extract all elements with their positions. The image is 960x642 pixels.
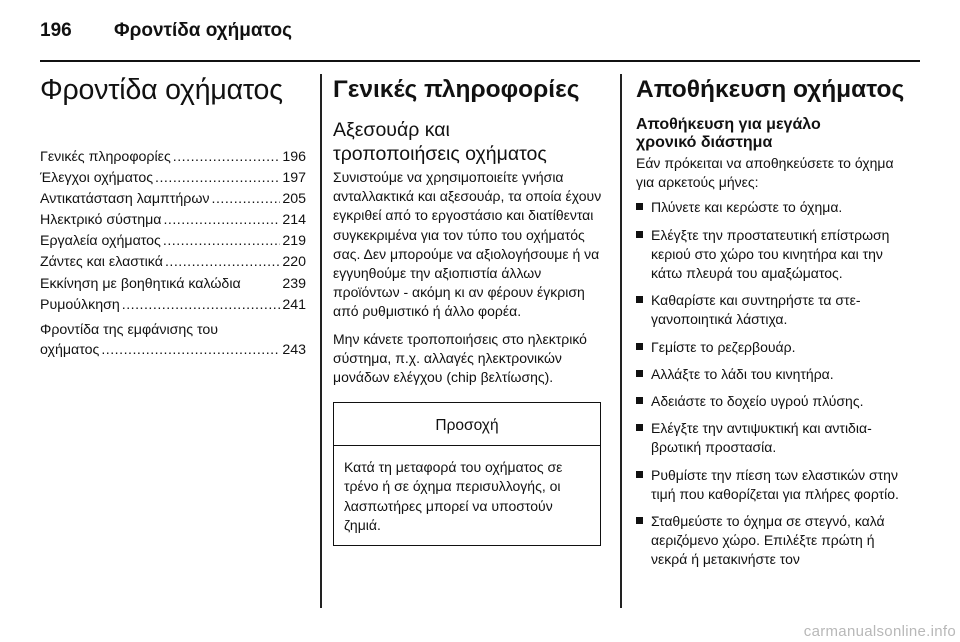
toc-column xyxy=(40,70,306,361)
toc-item-page: 243 xyxy=(282,341,306,358)
storage-checklist xyxy=(636,198,911,569)
toc-item[interactable] xyxy=(40,231,306,252)
toc-item-page: 219 xyxy=(282,233,306,250)
toc-leader-dots xyxy=(212,189,281,210)
subheading-line2: τροποποιήσεις οχήματος xyxy=(333,143,547,165)
page-number: 196 xyxy=(40,20,72,41)
toc-leader-dots xyxy=(163,231,280,252)
toc-item[interactable] xyxy=(40,168,306,189)
square-bullet-icon xyxy=(636,397,643,404)
caution-title: Προσοχή xyxy=(334,403,600,446)
toc-item-page: 197 xyxy=(282,170,306,187)
subheading-long-storage xyxy=(636,116,911,152)
toc-item[interactable] xyxy=(40,210,306,231)
square-bullet-icon xyxy=(636,296,643,303)
table-of-contents xyxy=(40,147,306,361)
toc-item-page: 220 xyxy=(282,254,306,271)
toc-item-page: 214 xyxy=(282,212,306,229)
general-info-column xyxy=(333,70,606,546)
toc-item[interactable] xyxy=(40,189,306,210)
toc-item-page: 196 xyxy=(282,149,306,165)
toc-item-label: Ζάντες και ελαστικά xyxy=(40,254,163,271)
toc-item-label: Γενικές πληροφορίες xyxy=(40,149,171,165)
toc-item[interactable] xyxy=(40,295,306,316)
toc-item-page: 239 xyxy=(282,275,306,292)
toc-item[interactable] xyxy=(40,252,306,273)
list-item: Γεμίστε το ρεζερβουάρ. xyxy=(636,338,911,357)
square-bullet-icon xyxy=(636,471,643,478)
section-title-general: Γενικές πληροφορίες xyxy=(333,76,580,103)
square-bullet-icon xyxy=(636,231,643,238)
toc-item-label: Ηλεκτρικό σύστημα xyxy=(40,212,162,229)
toc-item-page: 241 xyxy=(282,296,306,313)
list-item: Αλλάξτε το λάδι του κινητήρα. xyxy=(636,365,911,384)
toc-item-label: Εργαλεία οχήματος xyxy=(40,233,161,250)
caution-box xyxy=(333,402,601,546)
header-rule xyxy=(40,60,920,62)
toc-item-multiline[interactable] xyxy=(40,320,306,361)
toc-leader-dots xyxy=(163,210,280,231)
toc-leader-dots xyxy=(155,168,280,189)
subheading-line1: Αξεσουάρ και xyxy=(333,119,450,141)
square-bullet-icon xyxy=(636,343,643,350)
list-item: Πλύνετε και κερώστε το όχημα. xyxy=(636,198,911,217)
paragraph-modifications: Μην κάνετε τροποποιήσεις στο ηλεκτρικό σύστημα, π.χ. αλλαγές ηλεκτρονικών μονάδων ελέγχου (chip βελτίωσης). xyxy=(333,330,587,386)
toc-leader-dots xyxy=(101,340,280,361)
column-divider-2 xyxy=(620,74,622,608)
chapter-title: Φροντίδα οχήματος xyxy=(40,74,283,106)
footer-watermark: carmanualsonline.info xyxy=(803,623,956,640)
toc-item-label-line1: Φροντίδα της εμφάνισης του xyxy=(40,321,219,338)
toc-leader-dots xyxy=(122,295,281,316)
subheading-accessories xyxy=(333,118,606,166)
paragraph-storage-intro: Εάν πρόκειται να αποθηκεύσετε το όχημα για αρκετούς μήνες: xyxy=(636,155,894,191)
list-item: Σταθμεύστε το όχημα σε στεγνό, καλά αεριζόμενο χώρο. Επιλέξτε πρώτη ή νεκρά ή μετακινήστε τον xyxy=(636,512,911,570)
storage-column xyxy=(636,70,911,578)
toc-item[interactable] xyxy=(40,274,306,295)
list-item: Αδειάστε το δοχείο υγρού πλύσης. xyxy=(636,392,911,411)
toc-leader-dots xyxy=(165,252,280,273)
toc-item[interactable] xyxy=(40,147,306,168)
toc-item-label: Εκκίνηση με βοηθητικά καλώδια xyxy=(40,275,241,292)
square-bullet-icon xyxy=(636,424,643,431)
list-item: Καθαρίστε και συντηρήστε τα στεγανοποιητικά λάστιχα. xyxy=(636,291,911,329)
toc-item-label-line2: οχήματος xyxy=(40,341,100,358)
toc-item-label: Αντικατάσταση λαμπτήρων xyxy=(40,191,210,208)
square-bullet-icon xyxy=(636,203,643,210)
toc-item-label: Ρυμούλκηση xyxy=(40,296,120,313)
column-divider-1 xyxy=(320,74,322,608)
toc-item-label: Έλεγχοι οχήματος xyxy=(40,170,154,187)
subheading-line2: χρονικό διάστημα xyxy=(636,134,773,151)
list-item: Ελέγξτε την αντιψυκτική και αντιδιαβρωτική προστασία. xyxy=(636,419,911,457)
square-bullet-icon xyxy=(636,370,643,377)
toc-leader-dots xyxy=(173,147,281,168)
caution-body: Κατά τη μεταφορά του οχήματος σε τρένο ή σε όχημα περισυλλογής, οι λασπωτήρες μπορεί να υποστούν ζημιά. xyxy=(344,459,563,533)
toc-item-page: 205 xyxy=(282,191,306,208)
running-title: Φροντίδα οχήματος xyxy=(114,20,292,41)
running-head xyxy=(40,12,920,52)
list-item: Ρυθμίστε την πίεση των ελαστικών στην τιμή που καθορίζεται για πλήρες φορτίο. xyxy=(636,466,911,504)
subheading-line1: Αποθήκευση για μεγάλο xyxy=(636,116,821,133)
list-item: Ελέγξτε την προστατευτική επίστρωση κεριού στο χώρο του κινητήρα και την κάτω πλευρά του αμαξώματος. xyxy=(636,226,911,284)
paragraph-accessories: Συνιστούμε να χρησιμοποιείτε γνήσια ανταλλακτικά και αξεσουάρ, τα οποία έχουν εγκριθεί από το εργοστάσιο και διατίθενται συγκεκριμένα για τον τύπο του οχήματός σας. Δεν μπορούμε να αξιολογήσουμε ή να εγγυηθούμε την αξιοπιστία άλλων προϊόντων - ακόμη κι αν φέρουν έγκριση από ρυθμιστικό ή άλλο φορέα. xyxy=(333,169,602,320)
section-title-storage: Αποθήκευση οχήματος xyxy=(636,76,905,103)
square-bullet-icon xyxy=(636,517,643,524)
